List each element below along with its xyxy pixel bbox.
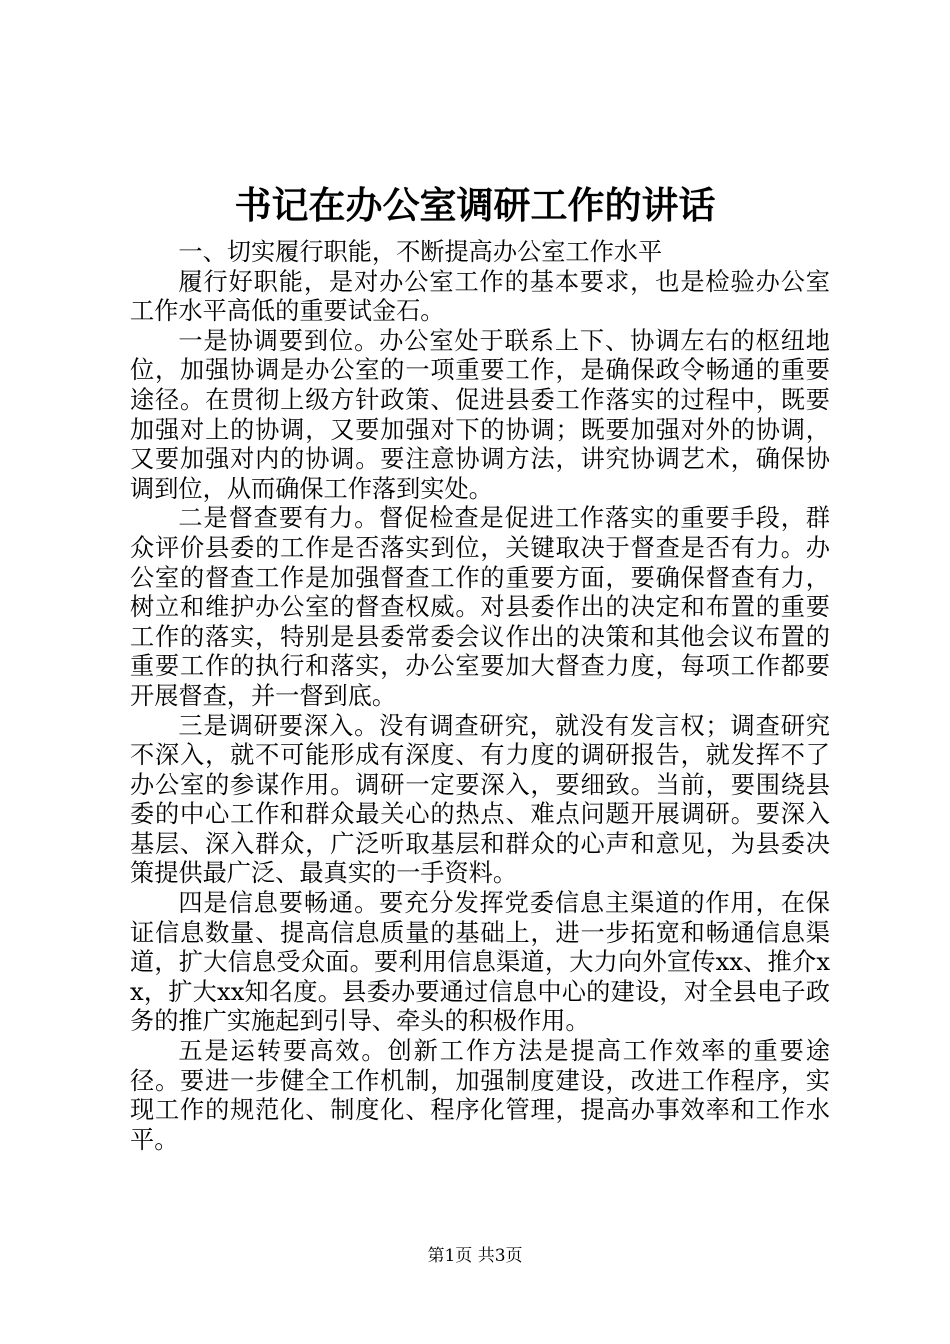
page-number-footer: 第1页 共3页 — [427, 1246, 523, 1266]
paragraph: 履行好职能，是对办公室工作的基本要求，也是检验办公室工作水平高低的重要试金石。 — [130, 267, 830, 326]
paragraph: 四是信息要畅通。要充分发挥党委信息主渠道的作用，在保证信息数量、提高信息质量的基础上，进一步拓宽和畅通信息渠道，扩大信息受众面。要利用信息渠道，大力向外宣传xx、推介xx，扩大xx知名度。县委办要通过信息中心的建设，对全县电子政务的推广实施起到引导、牵头的积极作用。 — [130, 889, 830, 1036]
paragraph: 五是运转要高效。创新工作方法是提高工作效率的重要途径。要进一步健全工作机制，加强制度建设，改进工作程序，实现工作的规范化、制度化、程序化管理，提高办事效率和工作水平。 — [130, 1037, 830, 1154]
paragraph: 一是协调要到位。办公室处于联系上下、协调左右的枢纽地位，加强协调是办公室的一项重要工作，是确保政令畅通的重要途径。在贯彻上级方针政策、促进县委工作落实的过程中，既要加强对上的协调，又要加强对下的协调；既要加强对外的协调，又要加强对内的协调。要注意协调方法，讲究协调艺术，确保协调到位，从而确保工作落到实处。 — [130, 326, 830, 503]
section-heading: 一、切实履行职能，不断提高办公室工作水平 — [178, 238, 663, 266]
paragraph: 三是调研要深入。没有调查研究，就没有发言权；调查研究不深入，就不可能形成有深度、有力度的调研报告，就发挥不了办公室的参谋作用。调研一定要深入，要细致。当前，要围绕县委的中心工作和群众最关心的热点、难点问题开展调研。要深入基层、深入群众，广泛听取基层和群众的心声和意见，为县委决策提供最广泛、最真实的一手资料。 — [130, 711, 830, 888]
document-body — [130, 238, 830, 1155]
paragraph: 二是督查要有力。督促检查是促进工作落实的重要手段，群众评价县委的工作是否落实到位，关键取决于督查是否有力。办公室的督查工作是加强督查工作的重要方面，要确保督查有力，树立和维护办公室的督查权威。对县委作出的决定和布置的重要工作的落实，特别是县委常委会议作出的决策和其他会议布置的重要工作的执行和落实，办公室要加大督查力度，每项工作都要开展督查，并一督到底。 — [130, 504, 830, 710]
document-title: 书记在办公室调研工作的讲话 — [234, 183, 716, 227]
